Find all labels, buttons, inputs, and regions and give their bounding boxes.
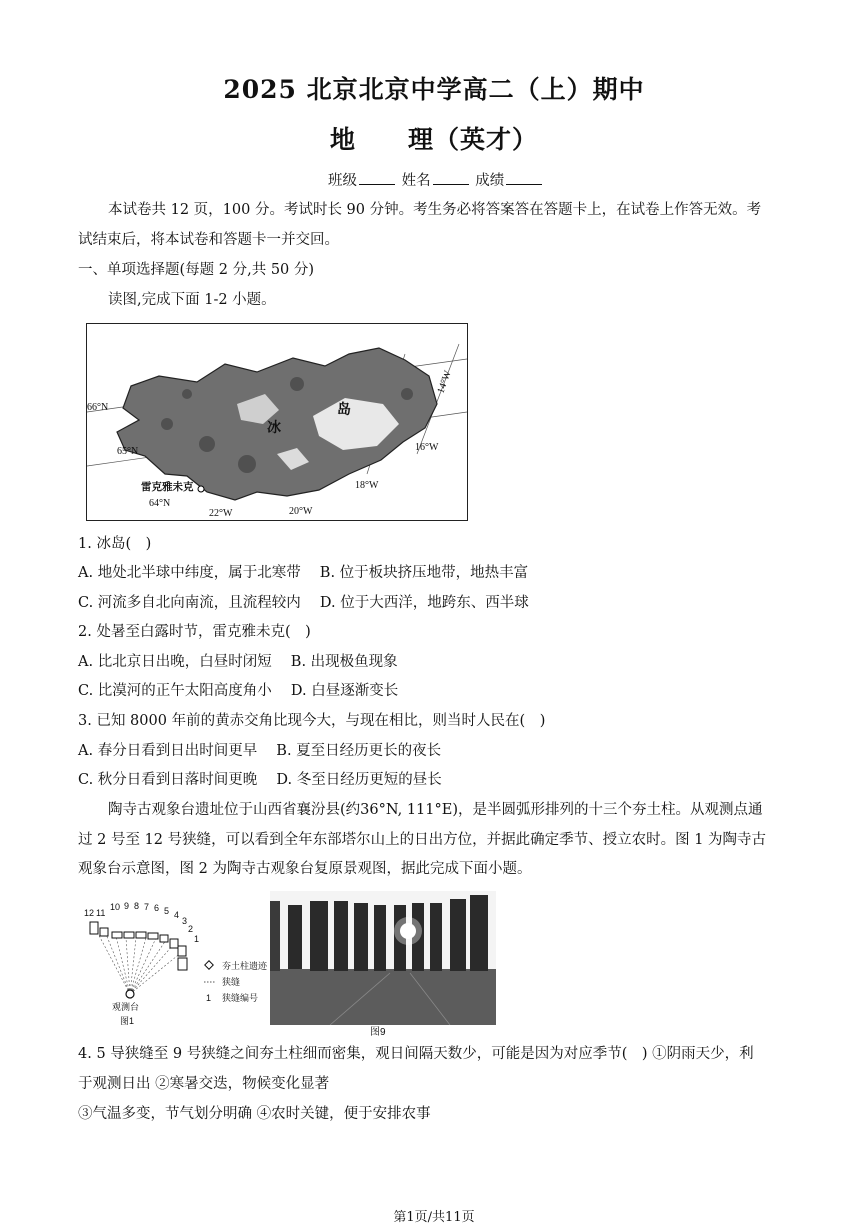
legend-slit-number: 狭缝编号 xyxy=(222,993,259,1003)
slit-number: 8 xyxy=(134,901,140,911)
q3-options-cd: C. 秋分日看到日落时间更晚 D. 冬至日经历更短的昼长 xyxy=(78,772,442,788)
slit-number: 11 xyxy=(96,908,106,918)
legend-number-sample: 1 xyxy=(206,993,212,1003)
lon-16-label: 16°W xyxy=(415,442,439,453)
intro-line-1: 本试卷共 12 页，100 分。考试时长 90 分钟。考生务必将答案答在答题卡上，在试卷上作答无效。考 xyxy=(108,202,762,218)
score-label: 成绩 xyxy=(475,173,505,189)
page-title: 2025 北京北京中学高二（上）期中 xyxy=(223,75,645,104)
figure-2-photo xyxy=(270,891,496,1025)
observation-point xyxy=(126,990,134,998)
platform-label: 观测台 xyxy=(112,1002,140,1012)
q1-options-cd: C. 河流多自北向南流，且流程较内 D. 位于大西洋，地跨东、西半球 xyxy=(78,595,529,611)
slit-number: 4 xyxy=(174,910,180,920)
slit-number: 12 xyxy=(84,908,95,918)
lon-14-label: 14°W xyxy=(435,369,454,396)
slit-number: 9 xyxy=(124,901,130,911)
q3-stem: 3. 已知 8000 年前的黄赤交角比现今大，与现在相比，则当时人民在( ) xyxy=(78,713,546,729)
class-blank xyxy=(359,170,395,185)
q4-stem-line-2: 于观测日出 ②寒暑交迭，物候变化显著 xyxy=(78,1076,330,1092)
q2-stem: 2. 处暑至白露时节，雷克雅未克( ) xyxy=(78,624,311,640)
q4-stem-line-3: ③气温多变，节气划分明确 ④农时关键，便于安排农事 xyxy=(78,1106,431,1122)
dao-label: 岛 xyxy=(337,403,351,418)
score-blank xyxy=(506,170,542,185)
lon-18-label: 18°W xyxy=(355,480,379,491)
subject-title: 地 理（英才） xyxy=(329,125,538,154)
student-info xyxy=(328,170,544,191)
q4-stem-line-1: 4. 5 导狭缝至 9 号狭缝之间夯土柱细而密集，观日间隔天数少，可能是因为对应季节( ) ①阴雨天少，利 xyxy=(78,1046,754,1062)
bing-label: 冰 xyxy=(267,421,281,436)
name-label: 姓名 xyxy=(401,173,431,189)
intro-line-2: 试结束后，将本试卷和答题卡一并交回。 xyxy=(78,232,339,248)
lon-20-label: 20°W xyxy=(289,506,313,517)
iceland-map xyxy=(86,323,468,521)
slit-number: 7 xyxy=(144,902,150,912)
q1-stem: 1. 冰岛( ) xyxy=(78,536,152,552)
city-label: 雷克雅未克 xyxy=(141,482,194,493)
lat-64-label: 64°N xyxy=(149,498,171,509)
city-marker xyxy=(198,486,204,492)
passage-line-2: 过 2 号至 12 号狭缝，可以看到全年东部塔尔山上的日出方位，并据此确定季节、授立农时。图 1 为陶寺古 xyxy=(78,832,767,848)
slit-number: 3 xyxy=(182,916,188,926)
slit-number: 1 xyxy=(194,934,200,944)
section-heading: 一、单项选择题(每题 2 分,共 50 分) xyxy=(78,262,315,278)
q2-options-cd: C. 比漠河的正午太阳高度角小 D. 白昼逐渐变长 xyxy=(78,683,399,699)
section-instruction: 读图,完成下面 1-2 小题。 xyxy=(108,292,276,308)
q3-options-ab: A. 春分日看到日出时间更早 B. 夏至日经历更长的夜长 xyxy=(78,743,442,759)
lon-22-label: 22°W xyxy=(209,508,233,519)
legend-slit: 狭缝 xyxy=(222,977,241,987)
lat-66-label: 66°N xyxy=(87,402,109,413)
figure-1-diagram xyxy=(82,896,272,1031)
page-footer: 第1页/共11页 xyxy=(393,1210,475,1225)
name-blank xyxy=(433,170,469,185)
q2-options-ab: A. 比北京日出晚，白昼时闭短 B. 出现极鱼现象 xyxy=(78,654,398,670)
slit-number: 6 xyxy=(154,903,160,913)
slit-number: 2 xyxy=(188,924,194,934)
lat-65-label: 65°N xyxy=(117,446,139,457)
q1-options-ab: A. 地处北半球中纬度，属于北寒带 B. 位于板块挤压地带，地热丰富 xyxy=(78,565,529,581)
slit-number: 10 xyxy=(110,902,121,912)
class-label: 班级 xyxy=(328,173,357,189)
figure-2-caption: 图9 xyxy=(370,1027,386,1038)
figure-1-caption: 图1 xyxy=(120,1016,135,1026)
passage-line-1: 陶寺古观象台遗址位于山西省襄汾县(约36°N, 111°E)，是半圆弧形排列的十三个夯土柱。从观测点通 xyxy=(108,802,763,818)
slit-number: 5 xyxy=(164,906,170,916)
passage-line-3: 观象台示意图，图 2 为陶寺古观象台复原景观图，据此完成下面小题。 xyxy=(78,861,532,877)
legend-pillar: 夯土柱遗迹 xyxy=(222,961,268,971)
